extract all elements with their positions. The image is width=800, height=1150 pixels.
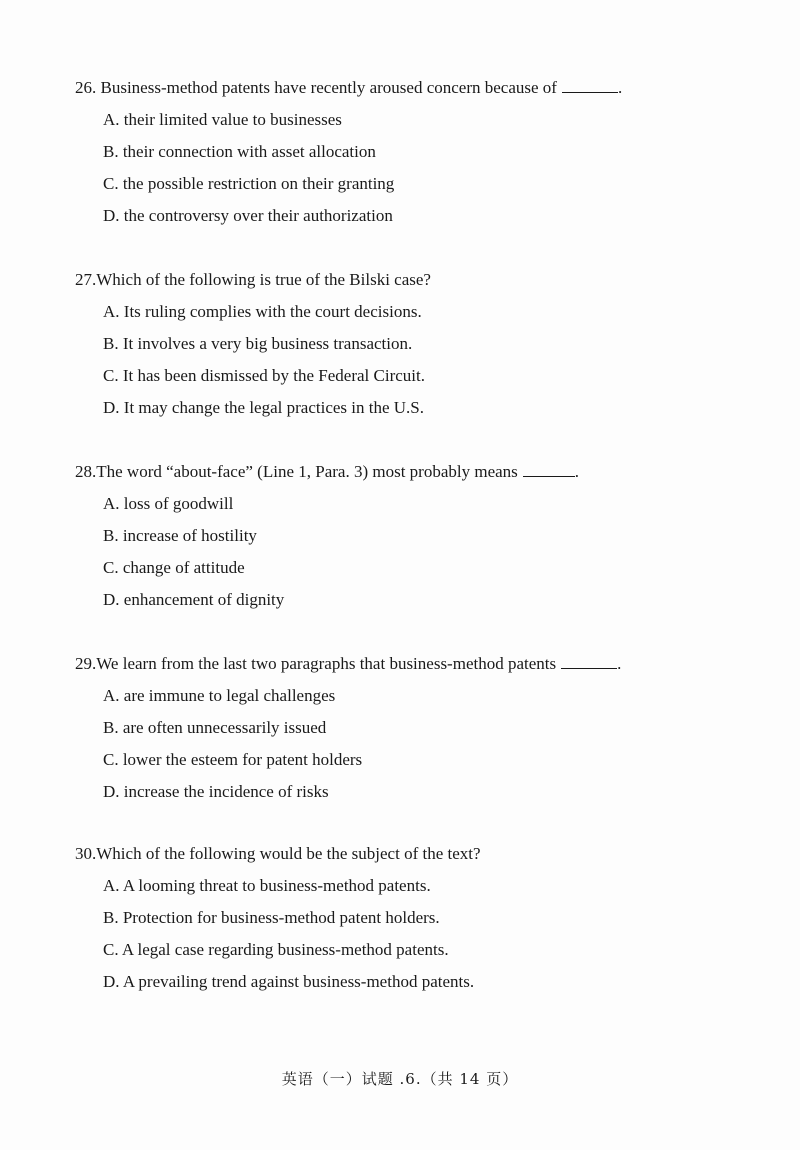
question-26 [75,78,755,238]
option-a: A. Its ruling complies with the court decisions. [103,302,422,321]
option-c: C. change of attitude [103,558,245,577]
option-d: D. increase the incidence of risks [103,782,329,801]
question-stem [75,462,755,482]
option-d: D. enhancement of dignity [103,590,285,609]
stem-end: . [617,654,622,673]
option-d: D. the controversy over their authorization [103,206,393,225]
option-b: B. are often unnecessarily issued [103,718,327,737]
option-c: C. A legal case regarding business-method patents. [103,940,449,959]
option-c: C. the possible restriction on their granting [103,174,395,193]
stem-end: . [574,462,580,481]
option-a: A. are immune to legal challenges [103,686,336,705]
question-27 [75,270,755,430]
question-stem [75,844,755,864]
option-a: A. A looming threat to business-method patents. [103,876,431,895]
answer-blank [562,78,618,93]
option-b: B. It involves a very big business transaction. [103,334,413,353]
option-c: C. It has been dismissed by the Federal Circuit. [103,366,425,385]
stem-text: 29.We learn from the last two paragraphs that business-method patents [75,654,557,673]
option-d: D. A prevailing trend against business-method patents. [103,972,475,991]
question-29 [75,654,755,814]
option-a: A. loss of goodwill [103,494,234,513]
question-28 [75,462,755,622]
option-b: B. increase of hostility [103,526,257,545]
option-c: C. lower the esteem for patent holders [103,750,363,769]
stem-text: 28.The word “about-face” (Line 1, Para. 3) most probably means [75,462,518,481]
question-stem [75,78,755,98]
question-stem [75,654,755,674]
question-30 [75,844,755,1004]
stem-text: 27.Which of the following is true of the Bilski case? [75,270,431,289]
answer-blank [561,654,617,669]
option-b: B. Protection for business-method patent holders. [103,908,440,927]
question-stem [75,270,755,290]
option-b: B. their connection with asset allocation [103,142,376,161]
answer-blank [523,462,575,477]
stem-text: 30.Which of the following would be the subject of the text? [75,844,481,863]
option-a: A. their limited value to businesses [103,110,342,129]
stem-end: . [617,78,623,97]
stem-text: 26. Business-method patents have recently aroused concern because of [75,78,557,97]
option-d: D. It may change the legal practices in the U.S. [103,398,424,417]
page-footer: 英语（一）试题 .6.（共 14 页） [281,1070,519,1088]
